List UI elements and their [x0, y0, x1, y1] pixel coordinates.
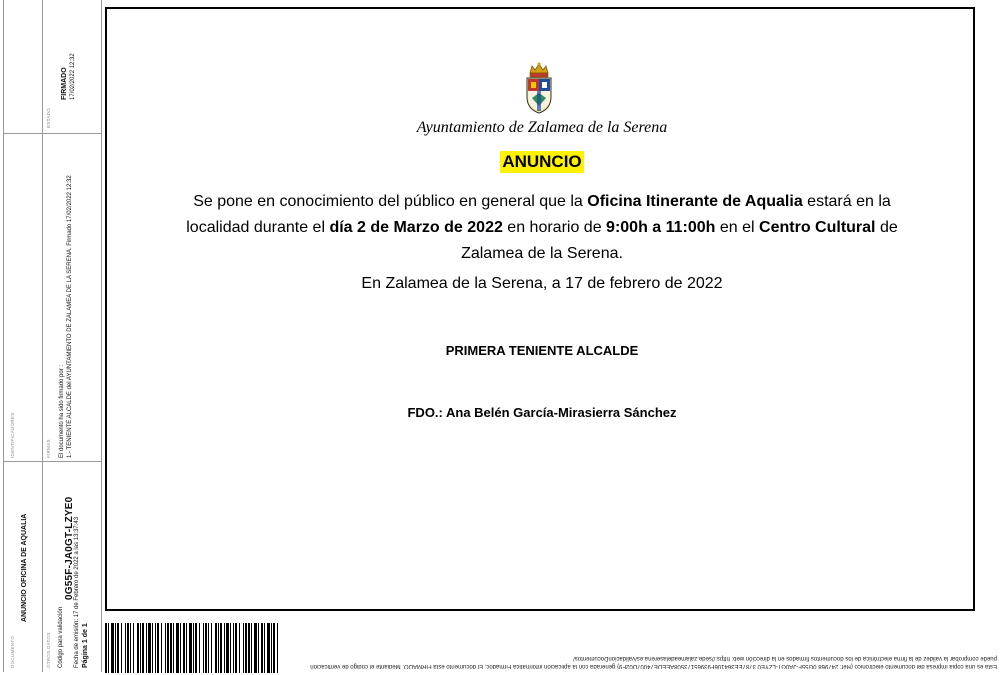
fecha-emision: Fecha de emisión: 17 de Febrero de 2022 a las 13:37:43: [74, 516, 80, 668]
estado-label: ESTADO: [46, 108, 51, 128]
verification-footer: [285, 640, 997, 670]
date-line: En Zalamea de la Serena, a 17 de febrero de 2022: [361, 275, 723, 292]
body-text-segment: de Zalamea de la Serena.: [461, 219, 898, 262]
firmas-line2: 1.- TENIENTE ALCALDE del AYUNTAMIENTO DE ZALAMEA DE LA SERENA. Firmado 17/02/2022 12:32: [67, 175, 73, 458]
footer-line-2: puede comprobar la validez de la firma electrónica de los documentos firmados en la dirección web: https://sede.zalameadelaserena.es/validacionDocumentos/: [573, 655, 997, 661]
body-text-segment: en horario de: [502, 219, 607, 236]
estado-date: 17/02/2022 12:32: [70, 53, 76, 100]
body-bold-segment: día 2 de Marzo de 2022: [329, 219, 503, 236]
footer-line-1: Esta es una copia impresa del documento electrónico (Ref: 247968 0G55F-JA0GT-LZYE0 3787EE364106F93965173508AEEDE74007D02F9) generada con la aplicación informática Firmadoc. El documento está FIRMADO. Mediante el código de verificación: [310, 663, 997, 669]
otros-datos-label: OTROS DATOS: [46, 632, 51, 668]
coat-of-arms-icon: [524, 61, 554, 115]
anuncio-title: ANUNCIO: [502, 152, 582, 171]
identificadores-label: IDENTIFICADORES: [10, 412, 15, 458]
sidebar-divider: [4, 133, 101, 134]
codigo-value: 0G55F-JA0GT-LZYE0: [64, 496, 75, 600]
ayuntamiento-heading: Ayuntamiento de Zalamea de la Serena: [416, 119, 668, 136]
document-sidebar: [3, 0, 102, 672]
body-bold-segment: 9:00h a 11:00h: [606, 219, 716, 236]
documento-label: DOCUMENTO: [10, 635, 15, 668]
body-text-segment: estará en la localidad durante el: [186, 193, 891, 236]
firmas-label: FIRMAS: [46, 439, 51, 458]
signatory-position: PRIMERA TENIENTE ALCALDE: [445, 343, 639, 358]
anuncio-title-wrapper: [107, 151, 977, 173]
body-bold-segment: Oficina Itinerante de Aqualia: [587, 193, 803, 210]
body-bold-segment: Centro Cultural: [759, 219, 876, 236]
barcode-icon: [105, 623, 281, 673]
documento-value: ANUNCIO OFICINA DE AQUALIA: [21, 513, 28, 622]
announcement-body: [167, 189, 917, 267]
body-text-segment: en el: [715, 219, 760, 236]
codigo-label: Código para validación: [58, 606, 64, 668]
firmas-line1: El documento ha sido firmado por :: [59, 364, 65, 458]
announcement-frame: [105, 7, 975, 611]
sidebar-divider: [4, 461, 101, 462]
estado-value: FIRMADO: [61, 67, 68, 100]
signatory-name: FDO.: Ana Belén García-Mirasierra Sánchez: [407, 405, 677, 420]
body-text-segment: Se pone en conocimiento del público en general que la: [193, 193, 588, 210]
sidebar-column-divider: [42, 0, 43, 672]
pagina-indicator: Página 1 de 1: [82, 623, 89, 668]
